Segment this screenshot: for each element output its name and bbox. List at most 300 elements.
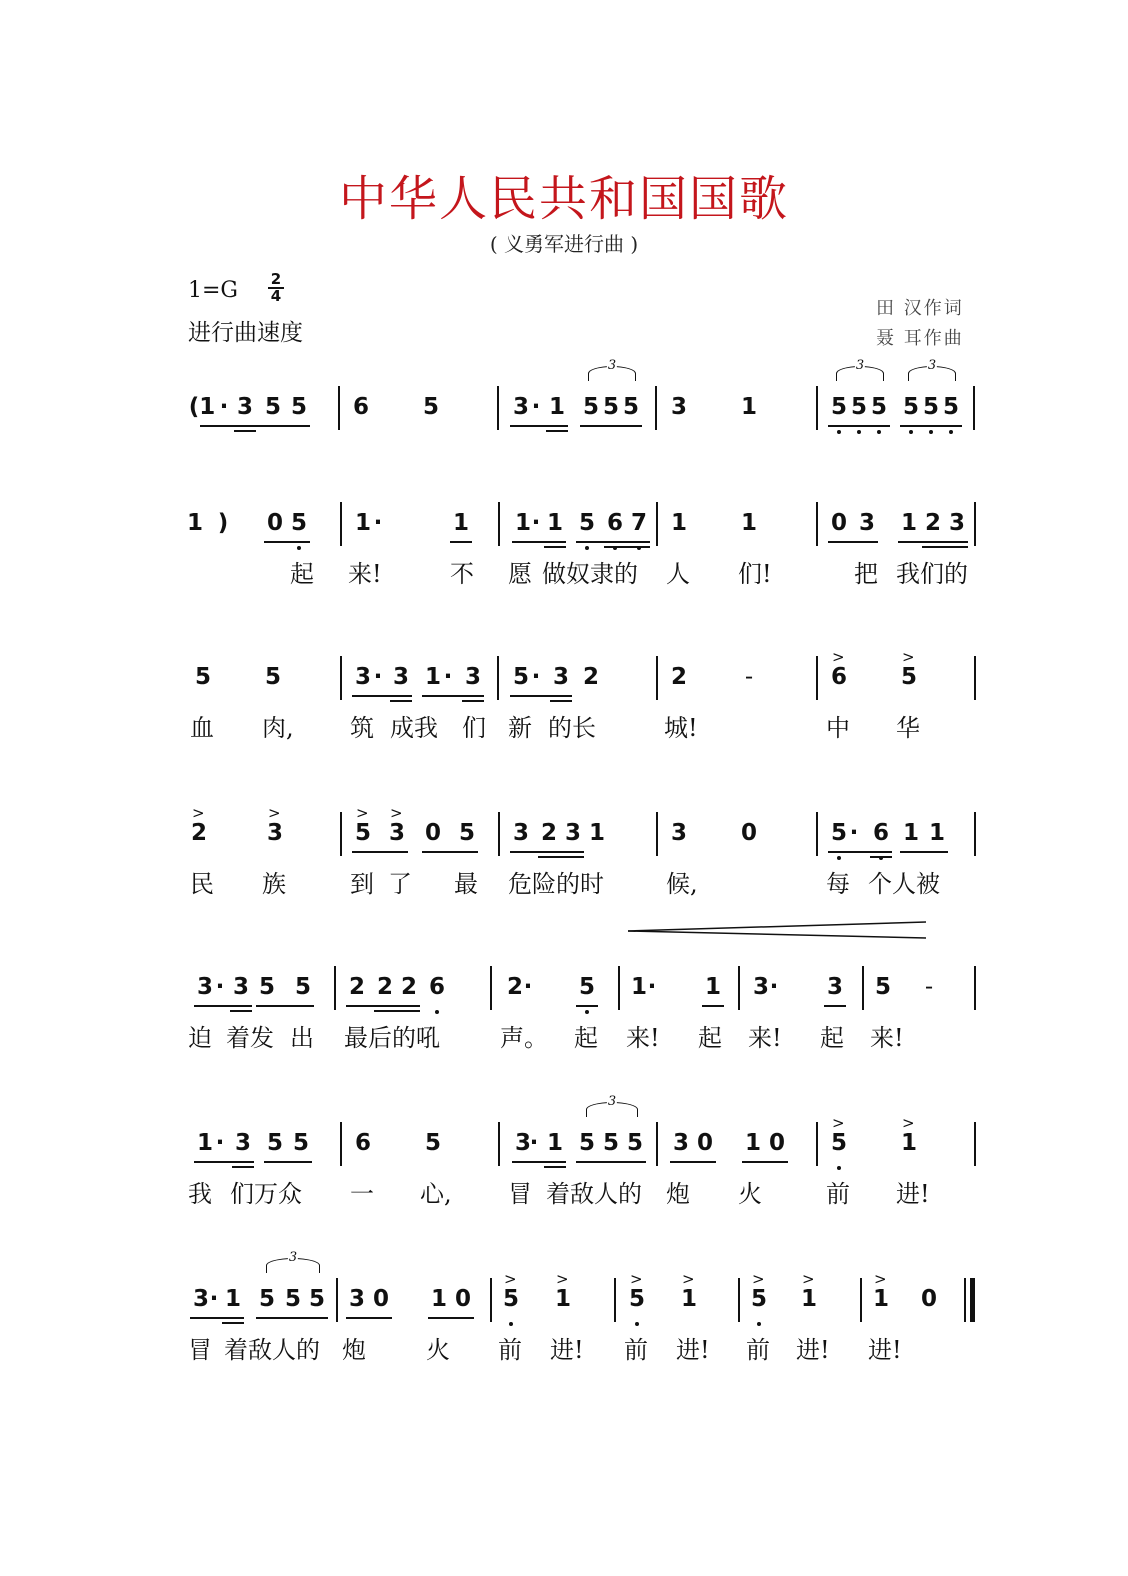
barline (656, 1122, 658, 1166)
score-row-6 (0, 1094, 1128, 1256)
triplet-slur: 3 (588, 366, 636, 381)
lyric: 出 (290, 1024, 314, 1052)
lyric: 愿 (508, 560, 532, 588)
beam (230, 1010, 252, 1012)
note: 5 (868, 392, 890, 422)
lyrics-row-2 (0, 560, 1128, 610)
note-accent: > 3 (386, 818, 408, 848)
note: 3 (236, 394, 253, 420)
beam (544, 546, 566, 548)
note: 3 (232, 974, 249, 1000)
note: (1 (188, 394, 216, 420)
barline (973, 386, 975, 430)
lyric: 城! (664, 714, 698, 742)
beam (200, 425, 310, 427)
notes-row-1 (0, 358, 1128, 450)
lyric: 冒 (188, 1336, 212, 1364)
note-accent: > 6 (828, 662, 850, 692)
lyric: 火 (426, 1336, 450, 1364)
lyric: 把 (854, 560, 878, 588)
lyric: 最 (454, 870, 478, 898)
lyric: 危险的时 (508, 870, 604, 898)
lyric: 心, (420, 1180, 452, 1208)
note-accent: > 5 (500, 1284, 522, 1314)
barline (340, 812, 342, 856)
beam (576, 1005, 598, 1007)
barline (974, 656, 976, 700)
beam (428, 1317, 474, 1319)
lyric: 前 (498, 1336, 522, 1364)
note: 1 (630, 974, 647, 1000)
note: 0 (696, 1130, 713, 1156)
note-accent: > 5 (828, 1128, 850, 1158)
lyric: 族 (262, 870, 286, 898)
note: 2 (540, 820, 557, 846)
note: 1 (704, 974, 721, 1000)
note: 3 (670, 820, 687, 846)
lyric: 进! (868, 1336, 902, 1364)
beam (512, 541, 566, 543)
note: 3 (392, 664, 409, 690)
notes-row-5 (0, 960, 1128, 1030)
note-dash: - (924, 974, 934, 1000)
note-accent: > 5 (898, 662, 920, 692)
note: 2 (348, 974, 365, 1000)
beam (670, 1161, 716, 1163)
note: 0 (830, 510, 847, 536)
note: 3 (670, 394, 687, 420)
barline (334, 966, 336, 1010)
lyric: 着敌人的 (224, 1336, 320, 1364)
lyric: 肉, (262, 714, 294, 742)
barline (860, 1278, 862, 1322)
note: 5 (284, 1286, 301, 1312)
note: 2 (400, 974, 417, 1000)
note: 0 (372, 1286, 389, 1312)
note-accent: > 1 (870, 1284, 892, 1314)
note: 1 (740, 510, 757, 536)
beam (390, 700, 412, 702)
note: 5 (920, 392, 942, 422)
note: 5 (458, 820, 475, 846)
lyric: 冒 (508, 1180, 532, 1208)
note: 3 (348, 1286, 365, 1312)
barline (816, 656, 818, 700)
note: 3 (826, 974, 843, 1000)
barline (655, 386, 657, 430)
beam (550, 700, 572, 702)
barline (816, 502, 818, 546)
score-row-5 (0, 960, 1128, 1100)
lyric: 前 (624, 1336, 648, 1364)
lyric: 起 (698, 1024, 722, 1052)
note-dot: · (531, 394, 541, 420)
note: 1 (670, 510, 687, 536)
note-dash: - (744, 664, 754, 690)
tempo-marking: 进行曲速度 (188, 320, 303, 346)
note: 5 (576, 508, 598, 538)
beam (510, 851, 584, 853)
triplet-slur: 3 (586, 1102, 638, 1117)
note: 3 (672, 1130, 689, 1156)
barline (338, 386, 340, 430)
note: 5 (264, 394, 281, 420)
lyric: 做奴隶的 (542, 560, 638, 588)
note-dot: · (529, 1130, 539, 1156)
note: 5 (258, 1286, 275, 1312)
beam (264, 541, 310, 543)
score-row-2 (0, 496, 1128, 636)
note: 5 (288, 508, 310, 538)
note-accent: > 5 (626, 1284, 648, 1314)
crescendo-hairpin (628, 920, 926, 942)
lyrics-row-7 (0, 1336, 1128, 1386)
lyrics-row-5 (0, 1024, 1128, 1074)
beam (264, 1161, 312, 1163)
note: 5 (622, 394, 639, 420)
barline (974, 1122, 976, 1166)
final-barline-thin (964, 1278, 966, 1322)
note: 5 (828, 818, 850, 848)
beam (422, 695, 484, 697)
barline (862, 966, 864, 1010)
note: 3 (354, 664, 371, 690)
note-dot: · (531, 510, 541, 536)
note: 1 (744, 1130, 761, 1156)
note: 5 (194, 664, 211, 690)
lyric: 最后的吼 (344, 1024, 440, 1052)
note-dot: · (373, 664, 383, 690)
note-dot: · (531, 664, 541, 690)
barline (738, 966, 740, 1010)
note: 1 (430, 1286, 447, 1312)
note: 6 (870, 818, 892, 848)
beam (702, 1005, 724, 1007)
lyric: 们 (462, 714, 486, 742)
barline (336, 1278, 338, 1322)
beam (828, 541, 878, 543)
note: 1 (514, 510, 531, 536)
note: 2 (376, 974, 393, 1000)
lyric: 一 (350, 1180, 374, 1208)
lyric: 个人被 (868, 870, 940, 898)
beam (900, 425, 962, 427)
beam (512, 1161, 566, 1163)
lyrics-row-6 (0, 1180, 1128, 1230)
beam (538, 856, 584, 858)
beam (546, 430, 568, 432)
final-barline-thick (970, 1278, 975, 1322)
beam (194, 1161, 254, 1163)
beam (346, 1317, 392, 1319)
barline (738, 1278, 740, 1322)
note: 0 (266, 510, 283, 536)
beam (450, 541, 472, 543)
lyric: 成我 (390, 714, 438, 742)
note: 5 (264, 664, 281, 690)
lyric: 到 (350, 870, 374, 898)
note-accent: > 3 (264, 818, 286, 848)
beam (870, 856, 892, 858)
beam (232, 1166, 254, 1168)
note: 3 (192, 1286, 209, 1312)
note: 3 (512, 394, 529, 420)
note: 6 (604, 508, 626, 538)
note: 3 (552, 664, 569, 690)
beam (374, 1010, 420, 1012)
beam (900, 851, 948, 853)
barline (498, 812, 500, 856)
score-row-7 (0, 1250, 1128, 1412)
lyric: 筑 (350, 714, 374, 742)
lyric: 着发 (226, 1024, 274, 1052)
note: 0 (920, 1286, 937, 1312)
note-dot: · (219, 394, 229, 420)
barline (340, 656, 342, 700)
beam (576, 1161, 646, 1163)
lyric: 进! (676, 1336, 710, 1364)
beam (824, 1005, 846, 1007)
lyric: 前 (746, 1336, 770, 1364)
barline (816, 386, 818, 430)
note: 6 (352, 394, 369, 420)
lyric: 炮 (666, 1180, 690, 1208)
beam (222, 1322, 244, 1324)
beam (352, 851, 408, 853)
subtitle: ( 义勇军进行曲 ) (489, 232, 639, 256)
lyric: 我们的 (896, 560, 968, 588)
note-accent: > 1 (678, 1284, 700, 1314)
barline (656, 812, 658, 856)
note: 1 (588, 820, 605, 846)
triplet-slur: 3 (908, 366, 956, 381)
note: 1 (186, 510, 203, 536)
note-dot: · (769, 974, 779, 1000)
note: 3 (234, 1130, 251, 1156)
key-signature: 1=G (188, 278, 239, 303)
note: 3 (752, 974, 769, 1000)
barline (498, 502, 500, 546)
beam (922, 546, 968, 548)
barline (656, 656, 658, 700)
lyrics-row-3 (0, 714, 1128, 764)
barline (974, 812, 976, 856)
note: 5 (258, 974, 275, 1000)
note: 1 (900, 510, 917, 536)
beam (580, 425, 642, 427)
lyric: 声。 (500, 1024, 548, 1052)
beam (828, 851, 892, 853)
note-dot: · (215, 974, 225, 1000)
lyric: 人 (666, 560, 690, 588)
beam (256, 1317, 328, 1319)
beam (194, 1005, 252, 1007)
page-title: 中华人民共和国国歌 (338, 171, 789, 227)
note: 6 (426, 972, 448, 1002)
lyric: 候, (666, 870, 698, 898)
barline (490, 966, 492, 1010)
time-signature (266, 272, 286, 304)
note: 5 (582, 394, 599, 420)
beam (510, 425, 568, 427)
lyric: 每 (826, 870, 850, 898)
barline (340, 1122, 342, 1166)
barline (618, 966, 620, 1010)
barline (614, 1278, 616, 1322)
note: 5 (576, 972, 598, 1002)
lyric: 起 (574, 1024, 598, 1052)
barline (974, 966, 976, 1010)
lyric: 来! (626, 1024, 660, 1052)
note-dot: · (209, 1286, 219, 1312)
lyric: 的长 (548, 714, 596, 742)
lyricist-credit: 田 汉作词 (876, 298, 964, 319)
barline (816, 812, 818, 856)
note: 0 (740, 820, 757, 846)
note: 1 (546, 510, 563, 536)
note: 1 (740, 394, 757, 420)
note: 5 (294, 974, 311, 1000)
barline (497, 386, 499, 430)
lyric: 来! (748, 1024, 782, 1052)
note: 3 (196, 974, 213, 1000)
note-accent: > 5 (748, 1284, 770, 1314)
lyric: 民 (190, 870, 214, 898)
note: 1 (546, 1130, 563, 1156)
lyric: 火 (738, 1180, 762, 1208)
note: 1 (452, 510, 469, 536)
beam (256, 1005, 314, 1007)
beam (828, 425, 890, 427)
beam (190, 1317, 244, 1319)
lyric: 了 (388, 870, 412, 898)
time-signature-bottom: 4 (270, 287, 282, 305)
lyric: 中 (826, 714, 850, 742)
note: 5 (626, 1130, 643, 1156)
lyric: 着敌人的 (546, 1180, 642, 1208)
note: 1 (196, 1130, 213, 1156)
beam (576, 541, 650, 543)
note-accent: > 1 (798, 1284, 820, 1314)
score-row-4 (0, 806, 1128, 946)
triplet-slur: 3 (266, 1258, 320, 1273)
barline (974, 502, 976, 546)
note: 0 (454, 1286, 471, 1312)
note: 5 (602, 1130, 619, 1156)
note: 5 (602, 394, 619, 420)
note-accent: > 1 (552, 1284, 574, 1314)
note: 1 (902, 820, 919, 846)
triplet-slur: 3 (836, 366, 884, 381)
note-dot: · (373, 510, 383, 536)
note: 6 (354, 1130, 371, 1156)
lyric: 来! (870, 1024, 904, 1052)
barline (816, 1122, 818, 1166)
note-accent: > 2 (188, 818, 210, 848)
beam (510, 695, 572, 697)
lyric: 新 (508, 714, 532, 742)
lyric: 我 (188, 1180, 212, 1208)
lyrics-row-4 (0, 870, 1128, 920)
note: 5 (848, 392, 870, 422)
note: 1 (354, 510, 371, 536)
beam (898, 541, 968, 543)
note: 2 (582, 664, 599, 690)
lyric: 起 (290, 560, 314, 588)
note: 5 (900, 392, 922, 422)
note: 5 (512, 664, 529, 690)
note: 7 (628, 508, 650, 538)
barline (340, 502, 342, 546)
note: 5 (940, 392, 962, 422)
lyric: 进! (796, 1336, 830, 1364)
lyric: 们! (738, 560, 772, 588)
lyric: 华 (896, 714, 920, 742)
note: ) (217, 510, 229, 536)
note: 2 (670, 664, 687, 690)
note: 2 (506, 974, 523, 1000)
beam (742, 1161, 788, 1163)
score-row-3 (0, 650, 1128, 790)
note: 5 (308, 1286, 325, 1312)
lyric: 进! (550, 1336, 584, 1364)
lyric: 不 (450, 560, 474, 588)
lyric: 迫 (188, 1024, 212, 1052)
barline (497, 656, 499, 700)
note: 5 (874, 974, 891, 1000)
beam (422, 851, 478, 853)
note: 5 (292, 1130, 309, 1156)
note: 0 (424, 820, 441, 846)
note-dot: · (849, 820, 859, 846)
beam (346, 1005, 420, 1007)
lyric: 炮 (342, 1336, 366, 1364)
note: 5 (828, 392, 850, 422)
note: 5 (266, 1130, 283, 1156)
note-dot: · (443, 664, 453, 690)
beam (544, 1166, 566, 1168)
note-dot: · (647, 974, 657, 1000)
beam (352, 695, 412, 697)
note: 1 (224, 1286, 241, 1312)
beam (462, 700, 484, 702)
note: 1 (928, 820, 945, 846)
note-dot: · (215, 1130, 225, 1156)
lyric: 血 (190, 714, 214, 742)
barline (490, 1278, 492, 1322)
note: 5 (424, 1130, 441, 1156)
note: 5 (578, 1130, 595, 1156)
note: 5 (290, 394, 307, 420)
lyric: 起 (820, 1024, 844, 1052)
barline (656, 502, 658, 546)
note: 5 (422, 394, 439, 420)
time-signature-top: 2 (270, 270, 282, 288)
note-accent: > 5 (352, 818, 374, 848)
beam (604, 546, 650, 548)
note: 3 (512, 820, 529, 846)
note-accent: > 1 (898, 1128, 920, 1158)
note: 3 (514, 1130, 531, 1156)
note: 3 (564, 820, 581, 846)
lyric: 们万众 (230, 1180, 302, 1208)
note: 0 (768, 1130, 785, 1156)
note: 2 (924, 510, 941, 536)
note-dot: · (523, 974, 533, 1000)
barline (498, 1122, 500, 1166)
lyric: 来! (348, 560, 382, 588)
note: 3 (948, 510, 965, 536)
